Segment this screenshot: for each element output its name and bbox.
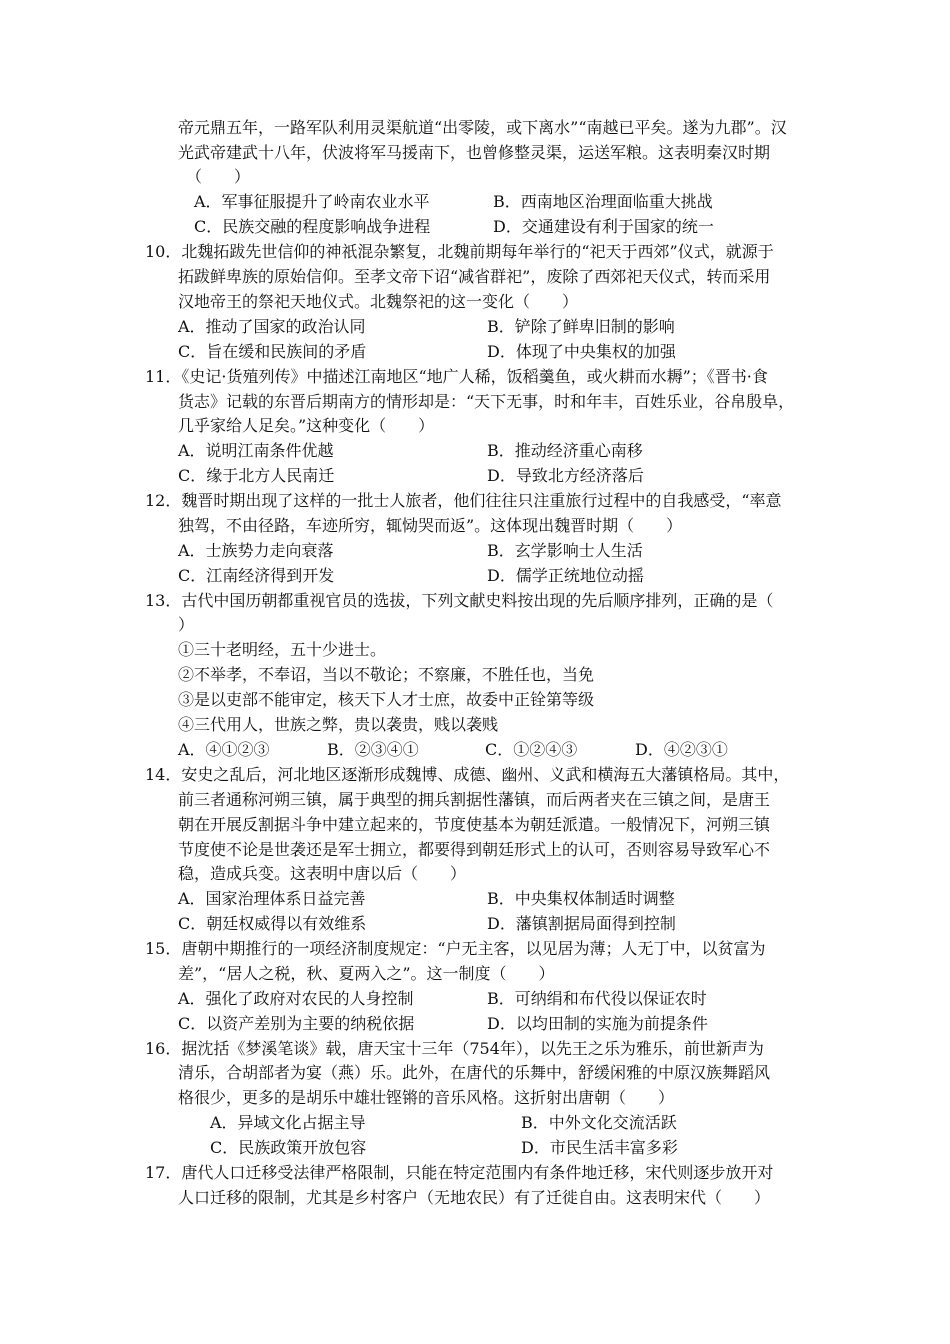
option-a: A．国家治理体系日益完善 xyxy=(178,889,366,908)
option-c: C．缘于北方人民南迁 xyxy=(178,466,335,485)
option-d: D．交通建设有利于国家的统一 xyxy=(493,217,714,236)
source-3: ③是以吏部不能审定，核天下人才士庶，故委中正铨第等级 xyxy=(178,690,595,709)
question-15-line-2: 差”，“居人之税，秋、夏两入之”。这一制度（ ） xyxy=(178,964,555,983)
question-16-line-1: 16．据沈括《梦溪笔谈》载，唐天宝十三年（754年），以先王之乐为雅乐，前世新声为 xyxy=(145,1039,764,1058)
option-b: B．西南地区治理面临重大挑战 xyxy=(493,192,713,211)
source-1: ①三十老明经，五十少进士。 xyxy=(178,640,387,659)
option-d: D．儒学正统地位动摇 xyxy=(487,566,644,585)
option-d: D．体现了中央集权的加强 xyxy=(487,342,676,361)
option-b: B．中央集权体制适时调整 xyxy=(487,889,675,908)
option-b: B．玄学影响士人生活 xyxy=(487,541,643,560)
question-11-line-1: 11．《史记·货殖列传》中描述江南地区“地广人稀，饭稻羹鱼，或火耕而水耨”；《晋书·食 xyxy=(145,367,768,386)
question-16-line-3: 格很少，更多的是胡乐中雄壮铿锵的音乐风格。这折射出唐朝（ ） xyxy=(178,1088,675,1107)
option-d: D．导致北方经济落后 xyxy=(487,466,644,485)
question-10-line-3: 汉地帝王的祭祀天地仪式。北魏祭祀的这一变化（ ） xyxy=(178,292,579,311)
question-13-line-2: ） xyxy=(178,615,195,634)
question-9-line-3: （ ） xyxy=(186,167,251,186)
option-c: C．朝廷权威得以有效维系 xyxy=(178,914,367,933)
option-a: A．士族势力走向衰落 xyxy=(178,541,334,560)
option-a: A．强化了政府对农民的人身控制 xyxy=(178,989,414,1008)
question-10-line-2: 拓跋鲜卑族的原始信仰。至孝文帝下诏“减省群祀”，废除了西郊祀天仪式，转而采用 xyxy=(178,267,771,286)
question-11-line-2: 货志》记载的东晋后期南方的情形却是：“天下无事，时和年丰，百姓乐业，谷帛殷阜， xyxy=(178,392,795,411)
option-a: A．异域文化占据主导 xyxy=(210,1113,366,1132)
option-c: C．民族交融的程度影响战争进程 xyxy=(194,217,431,236)
question-14-line-2: 前三者通称河朔三镇，属于典型的拥兵割据性藩镇，而后两者夹在三镇之间，是唐王 xyxy=(178,790,771,809)
source-2: ②不举孝，不奉诏，当以不敬论；不察廉，不胜任也，当免 xyxy=(178,665,595,684)
question-12-line-2: 独驾，不由径路，车迹所穷，辄恸哭而返”。这体现出魏晋时期（ ） xyxy=(178,516,683,535)
option-b: B．可纳绢和布代役以保证农时 xyxy=(487,989,707,1008)
question-11-line-3: 几乎家给人足矣。”这种变化（ ） xyxy=(178,416,435,435)
option-d: D．以均田制的实施为前提条件 xyxy=(487,1014,708,1033)
question-15-line-1: 15．唐朝中期推行的一项经济制度规定：“户无主客，以见居为薄；人无丁中，以贫富为 xyxy=(145,939,766,958)
option-d: D．市民生活丰富多彩 xyxy=(521,1138,678,1157)
question-17-line-2: 人口迁移的限制，尤其是乡村客户（无地农民）有了迁徙自由。这表明宋代（ ） xyxy=(178,1188,771,1207)
option-a: A．④①②③ xyxy=(178,740,270,759)
question-12-line-1: 12．魏晋时期出现了这样的一批士人旅者，他们往往只注重旅行过程中的自我感受，“率意 xyxy=(145,491,782,510)
question-14-line-3: 朝在开展反割据斗争中建立起来的，节度使基本为朝廷派遣。一般情况下，河朔三镇 xyxy=(178,815,771,834)
option-d: D．④②③① xyxy=(635,740,728,759)
option-b: B．中外文化交流活跃 xyxy=(521,1113,677,1132)
option-c: C．旨在缓和民族间的矛盾 xyxy=(178,342,367,361)
question-14-line-5: 稳，造成兵变。这表明中唐以后（ ） xyxy=(178,864,467,883)
question-16-line-2: 清乐，合胡部者为宴（燕）乐。此外，在唐代的乐舞中，舒缓闲雅的中原汉族舞蹈风 xyxy=(178,1063,771,1082)
question-14-line-1: 14．安史之乱后，河北地区逐渐形成魏博、成德、幽州、义武和横海五大藩镇格局。其中， xyxy=(145,765,790,784)
question-9-line-2: 光武帝建武十八年，伏波将军马援南下，也曾修整灵渠，运送军粮。这表明秦汉时期 xyxy=(178,143,771,162)
option-a: A．军事征服提升了岭南农业水平 xyxy=(194,192,430,211)
option-c: C．民族政策开放包容 xyxy=(210,1138,367,1157)
option-d: D．藩镇割据局面得到控制 xyxy=(487,914,676,933)
question-17-line-1: 17．唐代人口迁移受法律严格限制，只能在特定范围内有条件地迁移，宋代则逐步放开对 xyxy=(145,1163,774,1182)
question-14-line-4: 节度使不论是世袭还是军士拥立，都要得到朝廷形式上的认可，否则容易导致军心不 xyxy=(178,840,771,859)
question-10-line-1: 10．北魏拓跋先世信仰的神祇混杂繁复，北魏前期每年举行的“祀天于西郊”仪式，就源于 xyxy=(145,242,774,261)
option-b: B．②③④① xyxy=(327,740,419,759)
question-13-line-1: 13．古代中国历朝都重视官员的选拔，下列文献史料按出现的先后顺序排列，正确的是（ xyxy=(145,591,774,610)
option-b: B．铲除了鲜卑旧制的影响 xyxy=(487,317,675,336)
source-4: ④三代用人，世族之弊，贵以袭贵，贱以袭贱 xyxy=(178,715,499,734)
option-c: C．①②④③ xyxy=(485,740,578,759)
question-9-line-1: 帝元鼎五年，一路军队利用灵渠航道“出零陵，或下离水”“南越已平矣。遂为九郡”。汉 xyxy=(178,118,787,137)
option-a: A．推动了国家的政治认同 xyxy=(178,317,366,336)
option-b: B．推动经济重心南移 xyxy=(487,441,643,460)
option-c: C．以资产差别为主要的纳税依据 xyxy=(178,1014,415,1033)
option-a: A．说明江南条件优越 xyxy=(178,441,334,460)
option-c: C．江南经济得到开发 xyxy=(178,566,335,585)
